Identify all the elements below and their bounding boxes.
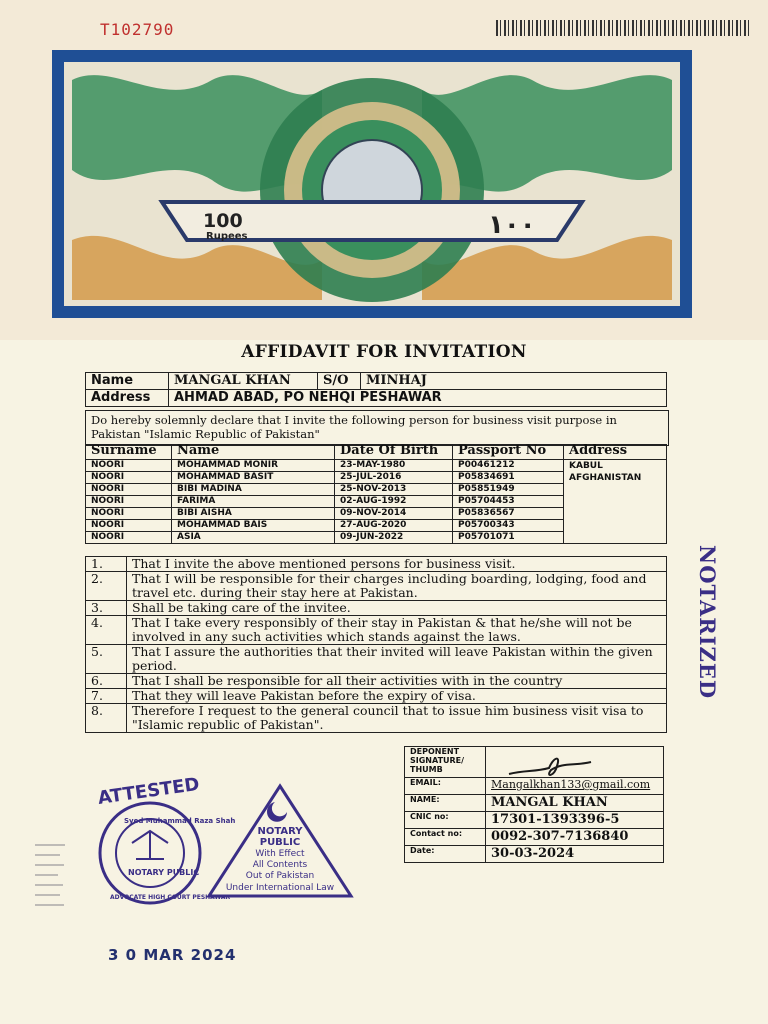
point-number: 6.	[86, 674, 127, 689]
list-item	[86, 704, 667, 733]
point-number: 1.	[86, 557, 127, 572]
row-passport: P00461212	[453, 460, 564, 472]
row-name: BIBI AISHA	[172, 508, 335, 520]
notary-triangle-seal	[205, 782, 355, 902]
barcode	[496, 20, 752, 36]
row-dob: 27-AUG-2020	[335, 520, 453, 532]
row-dob: 25-NOV-2013	[335, 484, 453, 496]
so-label: S/O	[318, 373, 361, 390]
cnic-label: CNIC no:	[405, 812, 486, 829]
row-passport: P05701071	[453, 532, 564, 544]
deponent-cnic: 17301-1393396-5	[486, 812, 664, 829]
attested-inner-text: NOTARY PUBLIC	[128, 868, 200, 877]
row-dob: 23-MAY-1980	[335, 460, 453, 472]
row-dob: 09-NOV-2014	[335, 508, 453, 520]
signature-label: DEPONENT SIGNATURE/ THUMB	[405, 747, 486, 778]
inviter-address: AHMAD ABAD, PO NEHQI PESHAWAR	[169, 390, 667, 407]
date-stamp: 3 0 MAR 2024	[108, 946, 237, 964]
row-name: ASIA	[172, 532, 335, 544]
list-item	[86, 616, 667, 645]
point-text: That I will be responsible for their charges including boarding, lodging, food and travel etc. during their stay here at Pakistan.	[127, 572, 667, 601]
row-surname: NOORI	[86, 460, 172, 472]
signature-scribble	[505, 752, 595, 782]
stamp-value: 100	[203, 210, 243, 232]
row-passport: P05851949	[453, 484, 564, 496]
name-label: Name	[86, 373, 169, 390]
name-label: NAME:	[405, 795, 486, 812]
row-surname: NOORI	[86, 532, 172, 544]
row-dob: 09-JUN-2022	[335, 532, 453, 544]
list-item	[86, 572, 667, 601]
date-label: Date:	[405, 846, 486, 863]
list-item	[86, 601, 667, 616]
row-dob: 02-AUG-1992	[335, 496, 453, 508]
triangle-line-4: All Contents	[252, 860, 308, 870]
row-passport: P05700343	[453, 520, 564, 532]
deponent-name: MANGAL KHAN	[486, 795, 664, 812]
point-text: Shall be taking care of the invitee.	[127, 601, 667, 616]
stamp-currency: Rupees	[206, 231, 248, 242]
point-number: 3.	[86, 601, 127, 616]
header-address: Address	[564, 445, 667, 460]
row-passport: P05834691	[453, 472, 564, 484]
point-number: 8.	[86, 704, 127, 733]
stamp-paper-design	[52, 50, 692, 318]
point-text: That I shall be responsible for all their activities with in the country	[127, 674, 667, 689]
deponent-date: 30-03-2024	[486, 846, 664, 863]
row-name: FARIMA	[172, 496, 335, 508]
notarized-text: NOTARIZED	[695, 545, 720, 700]
contact-label: Contact no:	[405, 829, 486, 846]
row-surname: NOORI	[86, 496, 172, 508]
point-number: 2.	[86, 572, 127, 601]
deponent-email: Mangalkhan133@gmail.com	[486, 778, 664, 795]
declaration-text: Do hereby solemnly declare that I invite the following person for business visit purpose in Pakistan "Islamic Republic of Pakistan"	[85, 410, 669, 446]
attested-seal	[88, 773, 236, 915]
father-name: MINHAJ	[361, 373, 667, 390]
point-text: That they will leave Pakistan before the expiry of visa.	[127, 689, 667, 704]
row-surname: NOORI	[86, 520, 172, 532]
persons-table	[85, 444, 667, 544]
header-name: Name	[172, 445, 335, 460]
point-text: That I assure the authorities that their invited will leave Pakistan within the given period.	[127, 645, 667, 674]
triangle-line-5: Out of Pakistan	[245, 871, 315, 881]
persons-table-header	[86, 445, 667, 460]
row-surname: NOORI	[86, 472, 172, 484]
email-label: EMAIL:	[405, 778, 486, 795]
list-item	[86, 674, 667, 689]
triangle-line-6: Under International Law	[225, 883, 335, 893]
row-surname: NOORI	[86, 484, 172, 496]
triangle-line-1: NOTARY	[257, 826, 303, 837]
point-text: That I invite the above mentioned persons for business visit.	[127, 557, 667, 572]
point-number: 7.	[86, 689, 127, 704]
document-title: AFFIDAVIT FOR INVITATION	[241, 342, 527, 362]
triangle-line-2: PUBLIC	[259, 837, 301, 848]
list-item	[86, 689, 667, 704]
point-text: That I take every responsibly of their stay in Pakistan & that he/she will not be involved in any such activities which stands against the laws.	[127, 616, 667, 645]
point-number: 5.	[86, 645, 127, 674]
stamp-serial-number: T102790	[100, 20, 175, 39]
address-country: AFGHANISTAN	[569, 473, 642, 483]
persons-address	[564, 460, 667, 544]
row-name: MOHAMMAD BAIS	[172, 520, 335, 532]
attested-ring-text: ADVOCATE HIGH COURT PESHAWAR	[110, 894, 231, 901]
attested-label: ATTESTED	[96, 773, 201, 809]
list-item	[86, 645, 667, 674]
attested-name: Syed Muhammad Raza Shah	[124, 817, 236, 825]
row-passport: P05836567	[453, 508, 564, 520]
header-passport: Passport No	[453, 445, 564, 460]
declarations-list	[85, 556, 667, 733]
row-dob: 25-JUL-2016	[335, 472, 453, 484]
row-name: MOHAMMAD MONIR	[172, 460, 335, 472]
address-label: Address	[86, 390, 169, 407]
row-name: BIBI MADINA	[172, 484, 335, 496]
row-name: MOHAMMAD BASIT	[172, 472, 335, 484]
faded-side-marks	[30, 840, 70, 940]
notarized-stamp	[684, 545, 724, 700]
row-passport: P05704453	[453, 496, 564, 508]
triangle-line-3: With Effect	[255, 849, 305, 859]
deponent-contact: 0092-307-7136840	[486, 829, 664, 846]
point-number: 4.	[86, 616, 127, 645]
point-text: Therefore I request to the general council that to issue him business visit visa to "Islamic republic of Pakistan".	[127, 704, 667, 733]
inviter-table	[85, 372, 667, 407]
list-item	[86, 557, 667, 572]
table-row	[86, 460, 667, 472]
header-dob: Date Of Birth	[335, 445, 453, 460]
address-city: KABUL	[569, 461, 603, 471]
header-surname: Surname	[86, 445, 172, 460]
inviter-name: MANGAL KHAN	[169, 373, 318, 390]
row-surname: NOORI	[86, 508, 172, 520]
stamp-value-urdu: ۱۰۰	[488, 210, 536, 240]
